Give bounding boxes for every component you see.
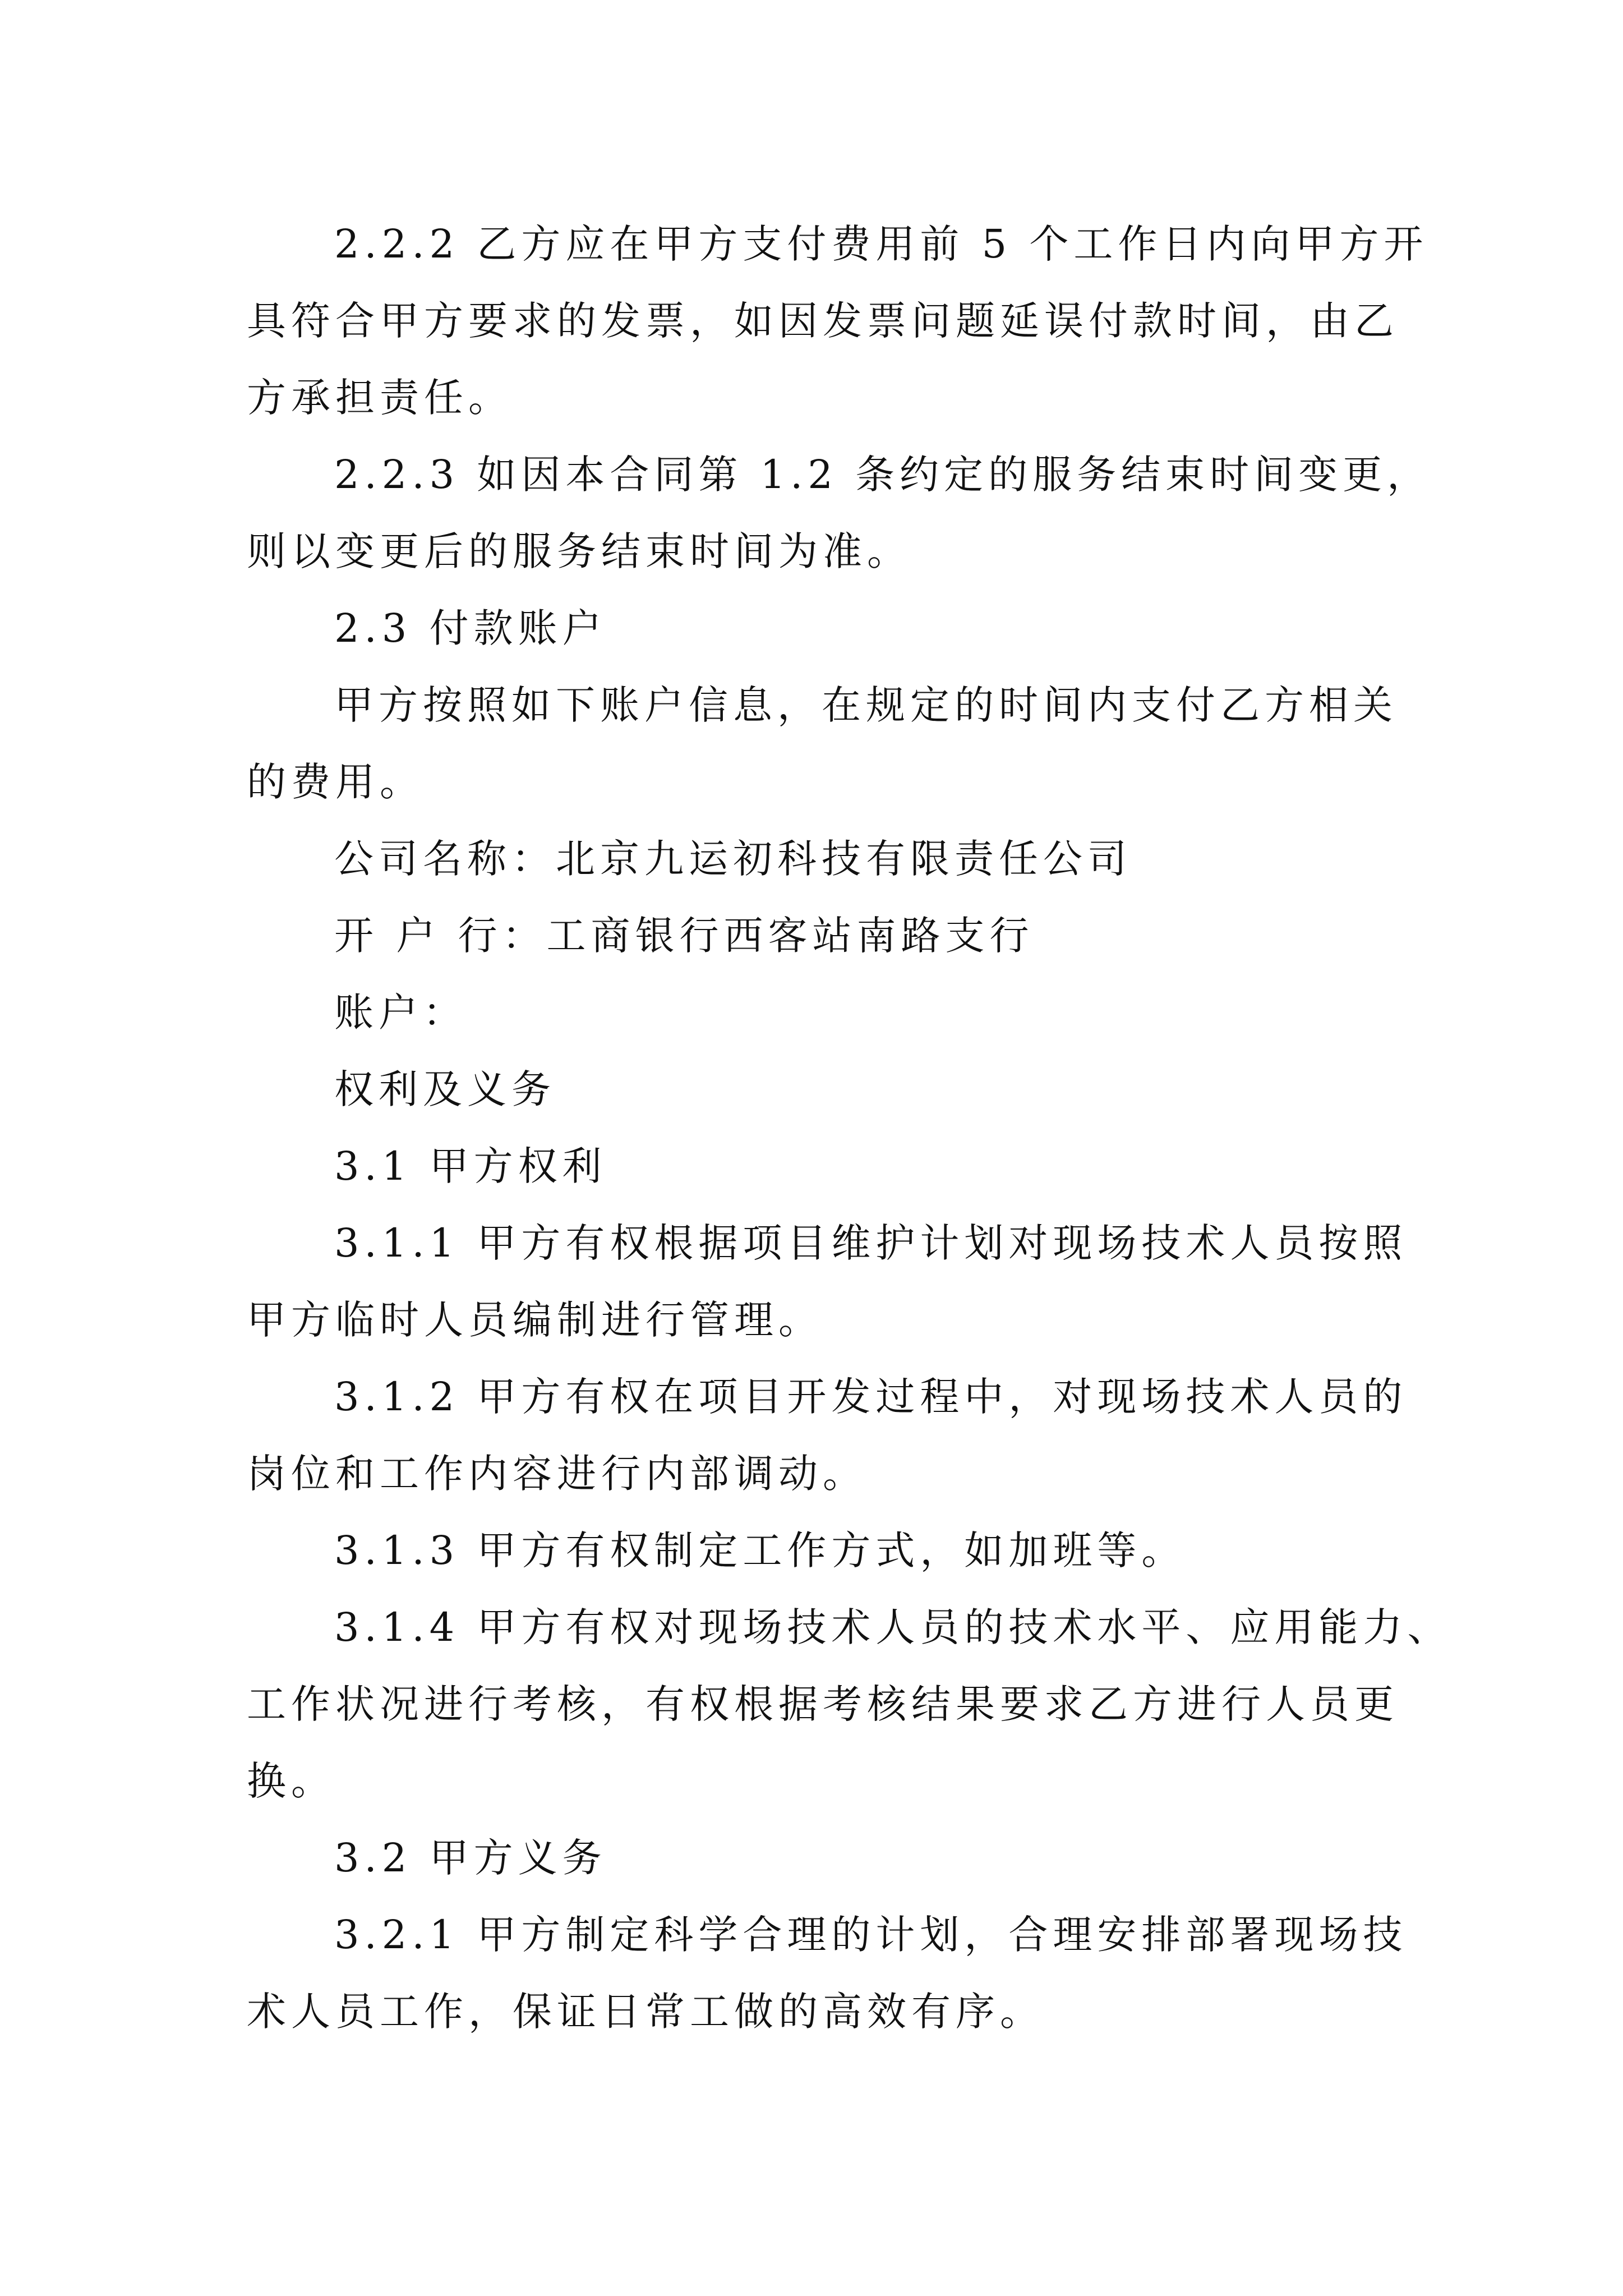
text-line-2-2-3: 2.2.3 如因本合同第 1.2 条约定的服务结束时间变更，: [334, 452, 1432, 498]
text-line-2-2-2: 2.2.2 乙方应在甲方支付费用前 5 个工作日内向甲方开: [334, 221, 1428, 267]
text-line: 术人员工作，保证日常工做的高效有序。: [247, 1989, 1044, 2035]
text-line: 工作状况进行考核，有权根据考核结果要求乙方进行人员更: [247, 1681, 1399, 1727]
text-line: 甲方按照如下账户信息，在规定的时间内支付乙方相关: [334, 682, 1398, 728]
text-line: 的费用。: [247, 759, 424, 805]
text-line-3-1-4: 3.1.4 甲方有权对现场技术人员的技术水平、应用能力、: [334, 1604, 1452, 1650]
text-line-3-2-1: 3.2.1 甲方制定科学合理的计划，合理安排部署现场技: [334, 1912, 1408, 1958]
text-line: 具符合甲方要求的发票，如因发票问题延误付款时间，由乙: [247, 298, 1399, 344]
heading-3-2: 3.2 甲方义务: [334, 1835, 607, 1881]
heading-3-1: 3.1 甲方权利: [334, 1143, 607, 1189]
text-line-3-1-2: 3.1.2 甲方有权在项目开发过程中，对现场技术人员的: [334, 1374, 1408, 1420]
company-name: 公司名称：北京九运初科技有限责任公司: [334, 836, 1132, 882]
text-line-3-1-1: 3.1.1 甲方有权根据项目维护计划对现场技术人员按照: [334, 1220, 1408, 1266]
text-line: 甲方临时人员编制进行管理。: [247, 1297, 823, 1343]
text-line: 则以变更后的服务结束时间为准。: [247, 528, 911, 574]
heading-2-3: 2.3 付款账户: [334, 605, 607, 651]
account-label: 账户：: [334, 990, 467, 1036]
text-line: 岗位和工作内容进行内部调动。: [247, 1451, 867, 1497]
text-line: 方承担责任。: [247, 375, 513, 421]
text-line-3-1-3: 3.1.3 甲方有权制定工作方式，如加班等。: [334, 1527, 1186, 1573]
section-heading: 权利及义务: [334, 1066, 556, 1112]
text-line: 换。: [247, 1758, 335, 1804]
bank-name: 开 户 行：工商银行西客站南路支行: [334, 913, 1034, 959]
